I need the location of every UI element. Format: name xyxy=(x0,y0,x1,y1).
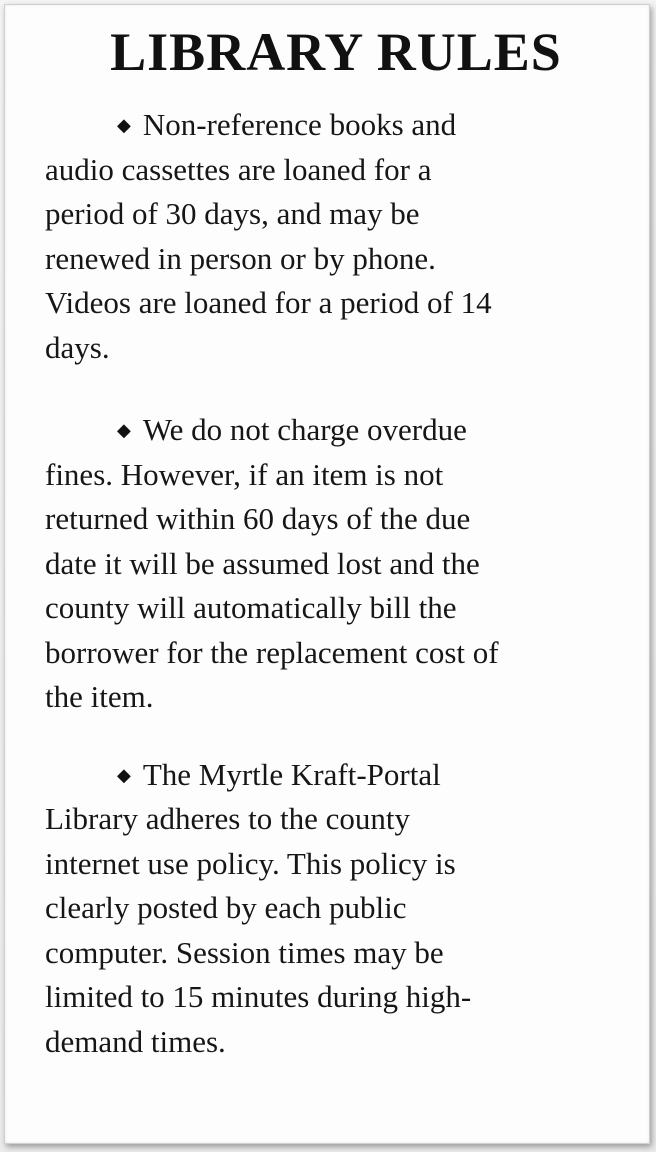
rule-text-line: The Myrtle Kraft-Portal xyxy=(142,756,441,792)
rule-text-line: clearly posted by each public xyxy=(45,890,407,925)
rule-text-line: demand times. xyxy=(45,1023,226,1059)
rule-text-line: borrower for the replacement cost of xyxy=(45,634,499,670)
rule-text-line: period of 30 days, and may be xyxy=(45,196,420,231)
rule-text-line: computer. Session times may be xyxy=(45,934,444,970)
rule-text-line: days. xyxy=(45,329,110,365)
rule-text-line: the item. xyxy=(45,679,154,714)
rule-text-line: limited to 15 minutes during high- xyxy=(45,979,472,1014)
diamond-bullet-icon: ◆ xyxy=(117,115,131,135)
rule-text-line: Library adheres to the county xyxy=(45,801,410,836)
rule-internet-policy xyxy=(45,753,627,1065)
diamond-bullet-icon: ◆ xyxy=(117,420,131,440)
notice-title: LIBRARY RULES xyxy=(110,22,562,82)
rule-text-line: Non-reference books and xyxy=(142,107,457,142)
rule-text-line: returned within 60 days of the due xyxy=(45,501,471,536)
rule-text-line: renewed in person or by phone. xyxy=(45,240,436,276)
rule-text-line: date it will be assumed lost and the xyxy=(45,545,480,581)
rule-text-line: county will automatically bill the xyxy=(45,590,457,625)
rule-text-line: fines. However, if an item is not xyxy=(45,456,444,492)
rule-loan-periods xyxy=(45,103,627,370)
rule-overdue-items xyxy=(45,408,627,720)
rule-text-line: internet use policy. This policy is xyxy=(45,845,456,881)
diamond-bullet-icon: ◆ xyxy=(117,764,131,785)
rule-text-line: audio cassettes are loaned for a xyxy=(45,151,432,187)
rule-text-line: We do not charge overdue xyxy=(142,412,467,447)
rule-text-line: Videos are loaned for a period of 14 xyxy=(45,285,492,320)
library-rules-notice xyxy=(4,4,650,1144)
